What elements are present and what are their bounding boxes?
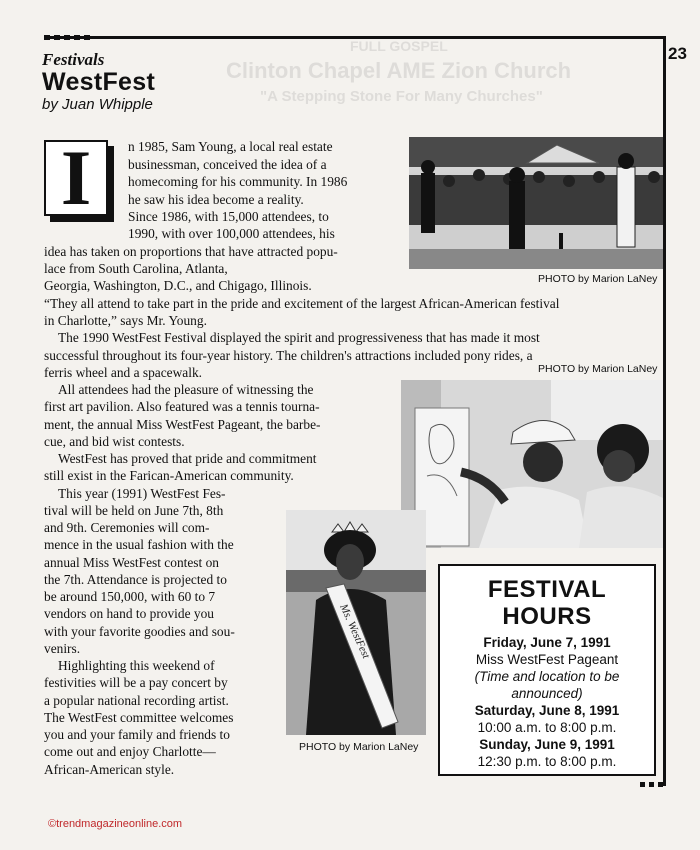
queen-photo-caption: PHOTO by Marion LaNey	[299, 741, 419, 753]
right-rule	[663, 36, 666, 786]
sash-text: Ms. WestFest	[337, 602, 372, 661]
friday-event: Miss WestFest Pageant	[475, 652, 619, 667]
watermark-url: ©trendmagazineonline.com	[48, 818, 183, 830]
miss-westfest-photo	[286, 510, 426, 735]
byline: by Juan Whipple	[42, 96, 153, 113]
body-line: This year (1991) WestFest Fes-	[58, 486, 226, 501]
artist-drawing-image	[401, 380, 663, 548]
body-line: All attendees had the pleasure of witnessing the	[58, 382, 314, 397]
article-title: WestFest	[42, 68, 156, 96]
body-line: lace from South Carolina, Atlanta,	[44, 261, 228, 276]
body-line: with your favorite goodies and sou-	[44, 624, 235, 639]
body-line: African-American style.	[44, 762, 175, 777]
body-line: tival will be held on June 7th, 8th	[44, 503, 224, 518]
body-line: Georgia, Washington, D.C., and Chigago, Illinois.	[44, 278, 312, 293]
bottom-rule-dashes	[640, 782, 666, 787]
body-line: Highlighting this weekend of	[58, 658, 215, 673]
body-line: The 1990 WestFest Festival displayed the spirit and progressiveness that has made it most	[58, 330, 540, 345]
body-line: Since 1986, with 15,000 attendees, to	[128, 209, 329, 224]
body-line: successful throughout its four-year history. The children's attractions included pony rides, a	[44, 348, 533, 363]
dropcap: I	[44, 140, 108, 216]
friday-note-2: announced)	[511, 686, 583, 701]
artist-photo	[401, 380, 663, 548]
bleed-through-line-3: "A Stepping Stone For Many Churches"	[260, 88, 543, 105]
page-number: 23	[668, 44, 687, 63]
body-line: idea has taken on proportions that have attracted popu-	[44, 244, 338, 259]
body-line: he saw his idea become a reality.	[128, 192, 304, 207]
sunday-date: Sunday, June 9, 1991	[479, 737, 615, 752]
friday-date: Friday, June 7, 1991	[483, 635, 611, 650]
body-line: first art pavilion. Also featured was a tennis tourna-	[44, 399, 320, 414]
saturday-date: Saturday, June 8, 1991	[474, 703, 620, 718]
miss-westfest-image	[286, 510, 426, 735]
festival-hours-box	[438, 564, 656, 776]
saturday-time: 10:00 a.m. to 8:00 p.m.	[477, 720, 617, 735]
body-line: cue, and bid wist contests.	[44, 434, 185, 449]
body-line: festivities will be a pay concert by	[44, 675, 228, 690]
body-line: be around 150,000, with 60 to 7	[44, 589, 216, 604]
body-line: and 9th. Ceremonies will com-	[44, 520, 210, 535]
hours-heading-1: FESTIVAL	[487, 576, 607, 603]
bleed-through-line-1: FULL GOSPEL	[350, 38, 448, 54]
body-line: n 1985, Sam Young, a local real estate	[128, 139, 333, 154]
friday-note-1: (Time and location to be	[474, 669, 620, 684]
section-label: Festivals	[42, 50, 105, 69]
stage-crowd-photo	[409, 137, 663, 269]
body-line: ment, the annual Miss WestFest Pageant, the barbe-	[44, 417, 321, 432]
body-line: come out and enjoy Charlotte—	[44, 744, 216, 759]
top-rule-dashes	[44, 35, 94, 40]
body-line: in Charlotte,” says Mr. Young.	[44, 313, 207, 328]
body-line: homecoming for his community. In 1986	[128, 174, 348, 189]
body-line: annual Miss WestFest contest on	[44, 555, 219, 570]
body-line: ferris wheel and a spacewalk.	[44, 365, 203, 380]
body-line: businessman, conceived the idea of a	[128, 157, 327, 172]
body-line: vendors on hand to provide you	[44, 606, 214, 621]
body-line: still exist in the Farican-American community.	[44, 468, 294, 483]
body-line: you and your family and friends to	[44, 727, 230, 742]
body-line: mence in the usual fashion with the	[44, 537, 234, 552]
body-line: venirs.	[44, 641, 81, 656]
body-line: WestFest has proved that pride and commitment	[58, 451, 317, 466]
artist-photo-caption: PHOTO by Marion LaNey	[538, 363, 658, 375]
sunday-time: 12:30 p.m. to 8:00 p.m.	[477, 754, 617, 769]
body-line: The WestFest committee welcomes	[44, 710, 234, 725]
body-line: a popular national recording artist.	[44, 693, 229, 708]
stage-crowd-image	[409, 137, 663, 269]
stage-photo-caption: PHOTO by Marion LaNey	[538, 273, 658, 285]
hours-heading-2: HOURS	[502, 603, 592, 630]
bleed-through-line-2: Clinton Chapel AME Zion Church	[226, 58, 572, 83]
body-line: “They all attend to take part in the pride and excitement of the largest African-American festival	[44, 296, 560, 311]
body-line: 1990, with over 100,000 attendees, his	[128, 226, 335, 241]
body-line: the 7th. Attendance is projected to	[44, 572, 227, 587]
